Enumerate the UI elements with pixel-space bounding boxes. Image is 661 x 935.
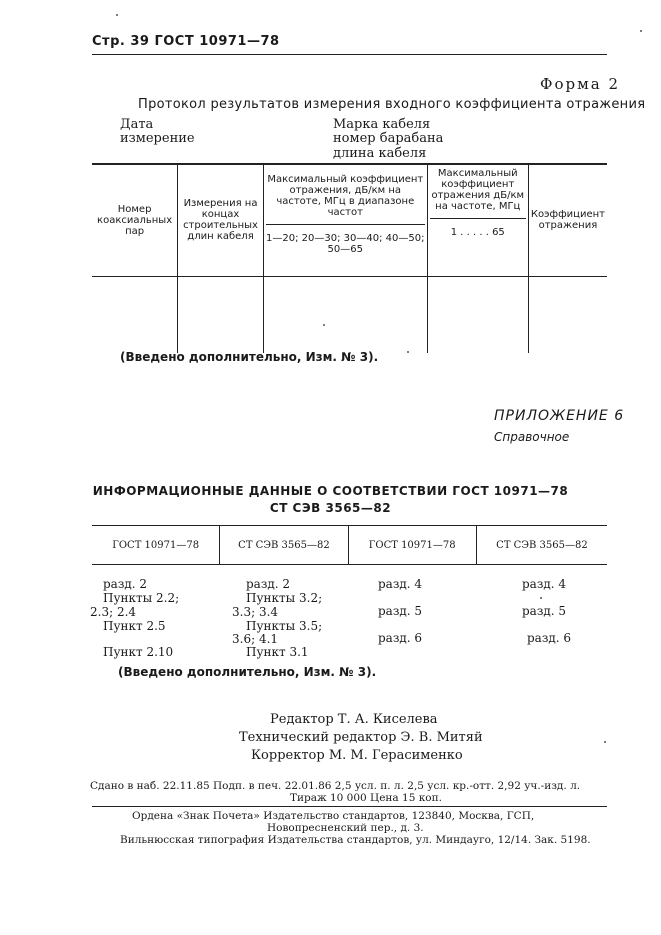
st-sev-ref: Пункты 3.2; [246, 591, 323, 605]
th-reflection-coefficient: Коэффициент отражения [528, 164, 607, 277]
imprint-publisher: Ордена «Знак Почета» Издательство стандартов, 123840, Москва, ГСП, [132, 810, 535, 822]
gost-ref: Пункт 2.10 [103, 645, 174, 659]
scan-speck [604, 741, 606, 743]
st-sev-ref: Пункты 3.5; [246, 619, 323, 633]
st-sev-ref: разд. 2 [246, 577, 291, 591]
protocol-table [92, 164, 607, 353]
form-label: Форма 2 [540, 75, 621, 93]
scan-speck [640, 30, 642, 32]
th-max-reflection-range [263, 164, 427, 277]
table-cell [92, 277, 178, 354]
imprint-print-data: Сдано в наб. 22.11.85 Подп. в печ. 22.01.86 2,5 усл. п. л. 2,5 усл. кр.-отт. 2,92 уч.-изд. л. [90, 780, 581, 792]
th-gost-2: ГОСТ 10971—78 [348, 526, 476, 565]
imprint-rule [92, 806, 607, 807]
field-date: Дата [120, 117, 154, 132]
st-sev-ref: разд. 4 [522, 577, 567, 591]
table-cell [427, 277, 528, 354]
correspondence-header-row [92, 526, 607, 565]
th-st-sev-1: СТ СЭВ 3565—82 [220, 526, 348, 565]
gost-ref: Пункт 2.5 [103, 619, 166, 633]
field-cable-length: длина кабеля [333, 146, 427, 161]
field-cable-brand: Марка кабеля [333, 117, 431, 132]
field-measurement: измерение [120, 131, 195, 146]
amendment-note-2: (Введено дополнительно, Изм. № 3). [118, 665, 377, 679]
st-sev-ref: 3.3; 3.4 [232, 605, 279, 619]
th-measurement-ends: Измерения на концах строительных длин кабеля [178, 164, 264, 277]
protocol-title: Протокол результатов измерения входного коэффициента отражения [138, 97, 646, 112]
corrector-line: Корректор М. М. Герасименко [251, 748, 463, 763]
table-cell [528, 277, 607, 354]
field-drum-number: номер барабана [333, 131, 444, 146]
st-sev-ref: разд. 5 [522, 604, 567, 618]
gost-ref: разд. 6 [378, 631, 423, 645]
imprint-address: Новопресненский пер., д. 3. [267, 822, 424, 834]
gost-ref: разд. 2 [103, 577, 148, 591]
table-empty-row [92, 277, 607, 354]
appendix-title: ПРИЛОЖЕНИЕ 6 [494, 408, 625, 424]
amendment-note-1: (Введено дополнительно, Изм. № 3). [120, 350, 379, 364]
st-sev-ref: Пункт 3.1 [246, 645, 309, 659]
th-max-reflection-freq [427, 164, 528, 277]
scan-speck [116, 14, 118, 16]
th-pair-number: Номер коаксиальных пар [97, 203, 173, 237]
imprint-circulation: Тираж 10 000 Цена 15 коп. [290, 792, 442, 804]
info-title-line1: ИНФОРМАЦИОННЫЕ ДАННЫЕ О СООТВЕТСТВИИ ГОСТ 10971—78 [92, 484, 569, 498]
table-cell [263, 277, 427, 354]
appendix-subtitle: Справочное [494, 430, 570, 444]
gost-ref: Пункты 2.2; [103, 591, 180, 605]
gost-ref: 2.3; 2.4 [90, 605, 137, 619]
th-freq-values: 1 . . . . . 65 [430, 218, 526, 238]
scan-speck [540, 597, 542, 599]
scan-speck [407, 351, 409, 353]
gost-ref: разд. 5 [378, 604, 423, 618]
th-max-reflection-range-text: Максимальный коэффициент отражения, дБ/км на частоте, МГц в диапазоне частот [267, 174, 424, 218]
table-cell [178, 277, 264, 354]
imprint-printer: Вильнюсская типография Издательства стандартов, ул. Миндауго, 12/14. Зак. 5198. [120, 834, 591, 846]
page-header: Стр. 39 ГОСТ 10971—78 [92, 34, 280, 49]
editor-line: Редактор Т. А. Киселева [270, 712, 438, 727]
tech-editor-line: Технический редактор Э. В. Митяй [239, 730, 483, 745]
gost-ref: разд. 4 [378, 577, 423, 591]
th-max-reflection-freq-text: Максимальный коэффициент отражения дБ/км на частоте, МГц [431, 168, 525, 212]
th-range-values: 1—20; 20—30; 30—40; 40—50; 50—65 [266, 224, 425, 255]
header-rule [92, 54, 607, 55]
table-header-row [92, 164, 607, 277]
scan-speck [323, 324, 325, 326]
th-gost-1: ГОСТ 10971—78 [92, 526, 220, 565]
correspondence-table [92, 525, 607, 565]
th-st-sev-2: СТ СЭВ 3565—82 [476, 526, 607, 565]
st-sev-ref: 3.6; 4.1 [232, 632, 279, 646]
st-sev-ref: разд. 6 [527, 631, 572, 645]
info-title-line2: СТ СЭВ 3565—82 [269, 501, 392, 515]
